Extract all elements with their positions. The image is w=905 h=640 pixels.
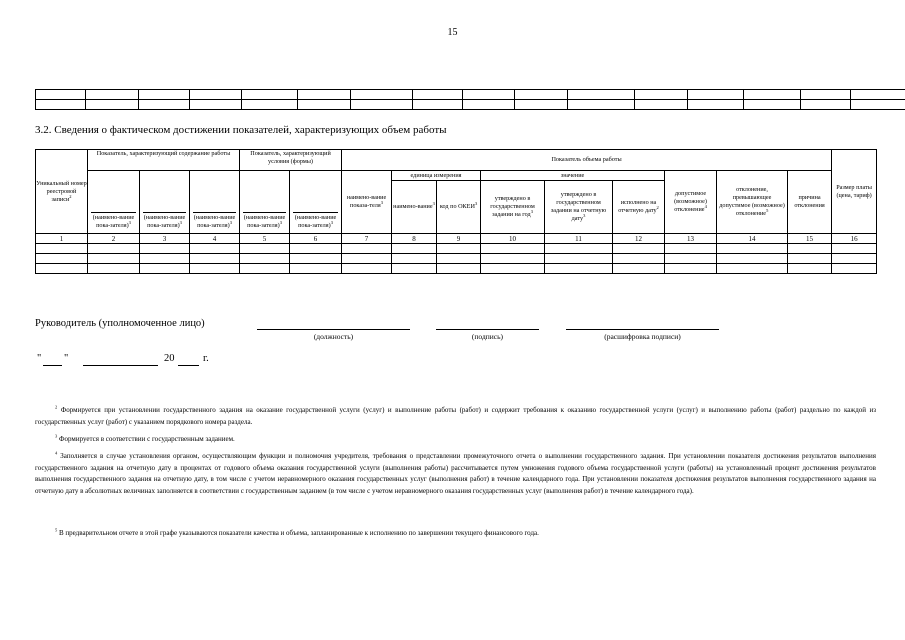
header-volume: Показатель объема работы <box>342 150 832 171</box>
header-content-name-2: (наимено-вание пока-зателя)$^3$ <box>140 171 190 234</box>
col-num: 3 <box>140 234 190 244</box>
col-num: 1 <box>36 234 88 244</box>
col-num: 4 <box>190 234 240 244</box>
previous-table-rows <box>35 89 905 110</box>
col-num: 9 <box>437 234 481 244</box>
header-conditions-name-1: (наимено-вание пока-зателя)$^3$ <box>240 171 290 234</box>
header-conditions-name-2: (наимено-вание пока-зателя)$^3$ <box>290 171 342 234</box>
section-title: 3.2. Сведения о фактическом достижении показателей, характеризующих объем работы <box>35 124 447 136</box>
decode-caption: (расшифровка подписи) <box>604 332 681 341</box>
header-approved-year: утверждено в государственном задании на год$^3$ <box>481 181 545 234</box>
header-exceed: отклонение, превышающее допустимое (возможное) отклонение$^5$ <box>717 171 788 234</box>
date-quote-open: " <box>37 353 42 364</box>
year-line <box>178 365 199 366</box>
col-num: 2 <box>88 234 140 244</box>
page-number: 15 <box>447 27 458 38</box>
position-line <box>257 329 410 330</box>
header-content-name-3: (наимено-вание пока-зателя)$^3$ <box>190 171 240 234</box>
table-row <box>36 254 877 264</box>
sign-caption: (подпись) <box>471 332 504 341</box>
header-content-name-1: (наимено-вание пока-зателя)$^3$ <box>88 171 140 234</box>
col-num: 5 <box>240 234 290 244</box>
col-num: 16 <box>832 234 877 244</box>
col-num: 10 <box>481 234 545 244</box>
header-done: исполнено на отчетную дату$^2$ <box>613 181 665 234</box>
header-pay: Размер платы (цена, тариф) <box>832 150 877 234</box>
header-conditions: Показатель, характеризующий условия (формы) <box>240 150 342 171</box>
header-content: Показатель, характеризующий содержание работы <box>88 150 240 171</box>
position-caption: (должность) <box>313 332 354 341</box>
year-suffix: г. <box>203 353 209 364</box>
col-num: 14 <box>717 234 788 244</box>
volume-indicators-table <box>35 149 877 274</box>
footnote-4: $^4$ Заполняется в случае установления органом, осуществляющим функции и полномочия учредителя, требования о представлении промежуточного отчета о выполнении государственного задания. При установлении показателя достижения результатов выполнения государственного задания на отчетную дату в процентах от годового объема оказания государственной услуги (выполнения работы) рассчитывается путем умножения годового объема государственной услуги (работы) на установленный процент достижения результатов выполнения государственного задания на отчетную дату, в том числе с учетом неравномерного оказания государственных услуг (выполнения работ) в течение календарного года. При установлении показателя достижения результатов выполнения государственного задания на отчетную дату в абсолютных величинах заполняется в соответствии с государственным заданием (в том числе с учетом неравномерного оказания государственных услуг (выполнения работ) в течение календарного года). <box>35 450 876 495</box>
col-num: 12 <box>613 234 665 244</box>
header-reason: причина отклонения <box>788 171 832 234</box>
day-line <box>43 365 62 366</box>
decode-line <box>566 329 719 330</box>
table-row <box>36 244 877 254</box>
col-num: 7 <box>342 234 392 244</box>
footnote-2: $^2$ Формируется при установлении государственного задания на оказание государственной услуги (услуг) и выполнение работы (работ) и содержит требования к оказанию государственной услуги (услуг) и выполнению работы (работ) раздельно по каждой из государственных услуг (работ) с указанием порядкового номера раздела. <box>35 404 877 426</box>
header-unit-name: наимено-вание$^3$ <box>392 181 437 234</box>
col-num: 6 <box>290 234 342 244</box>
col-num: 11 <box>545 234 613 244</box>
date-quote-close: " <box>64 353 69 364</box>
header-value: значение <box>481 171 665 181</box>
table-row <box>36 264 877 274</box>
header-unique-record: Уникальный номер реестровой записи$^2$ <box>36 150 88 234</box>
header-allowed: допустимое (возможное) отклонение$^4$ <box>665 171 717 234</box>
header-unit: единица измерения <box>392 171 481 181</box>
sign-line <box>436 329 539 330</box>
signature-head-label: Руководитель (уполномоченное лицо) <box>35 318 205 329</box>
col-num: 13 <box>665 234 717 244</box>
header-indicator-name: наимено-вание показа-теля$^3$ <box>342 171 392 234</box>
col-num: 15 <box>788 234 832 244</box>
year-prefix: 20 <box>164 353 175 364</box>
col-num: 8 <box>392 234 437 244</box>
footnote-3: $^3$ Формируется в соответствии с государственным заданием. <box>55 433 235 443</box>
month-line <box>83 365 158 366</box>
header-approved-date: утверждено в государственном задании на отчетную дату$^3$ <box>545 181 613 234</box>
header-okei: код по ОКЕИ$^3$ <box>437 181 481 234</box>
footnote-5: $^5$ В предварительном отчете в этой графе указываются показатели качества и объема, запланированные к исполнению по завершении текущего финансового года. <box>55 527 539 537</box>
